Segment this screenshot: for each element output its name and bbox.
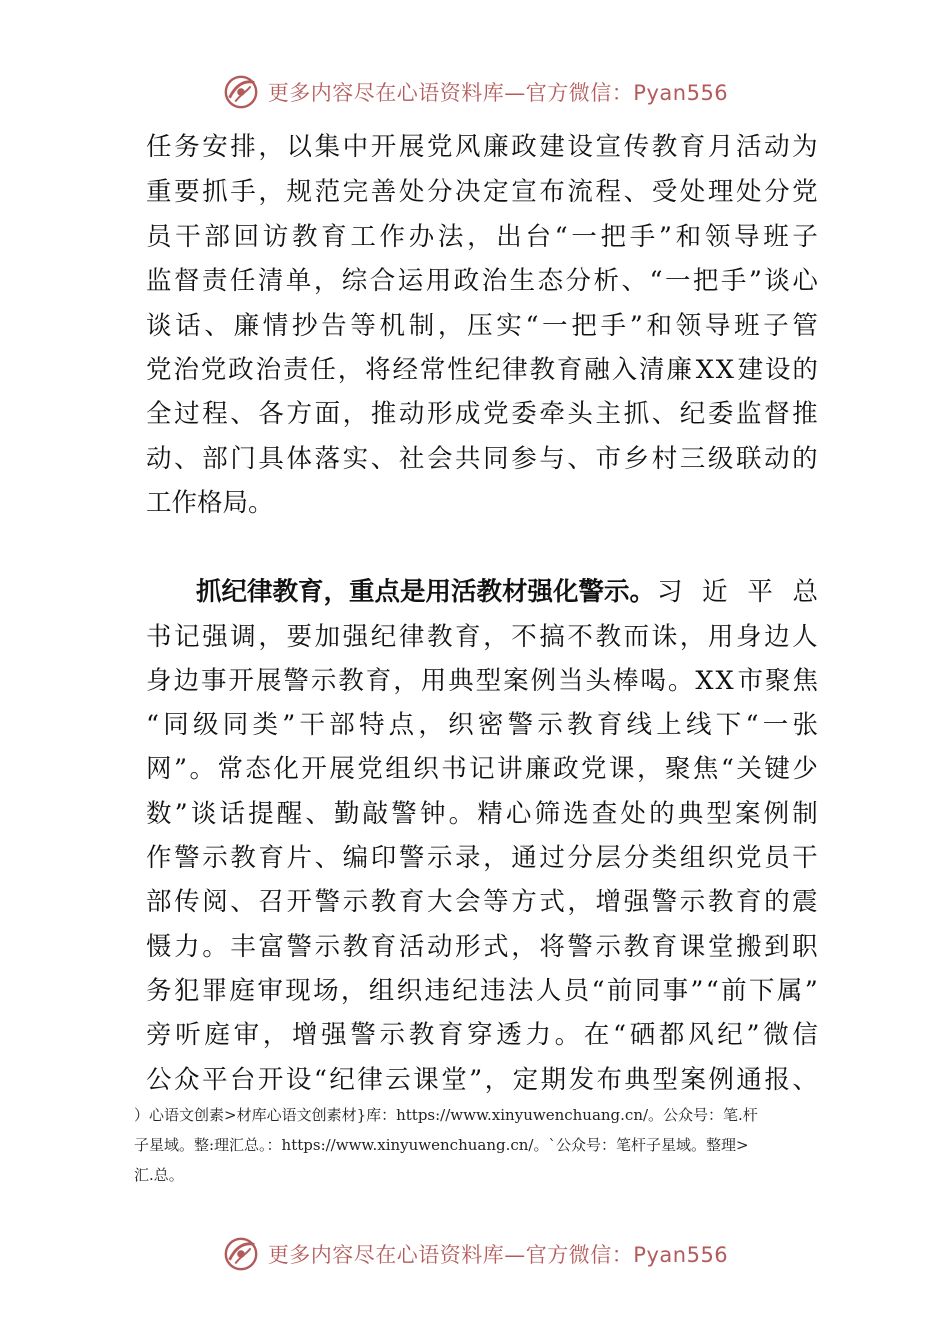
text-line: 务 犯 罪 庭 审 现 场 ， 组 织 违 纪 违 法 人 员 “ 前 同 事 ” “ 前 下 属 ” (146, 976, 818, 1006)
text-line: 任 务 安 排 ， 以 集 中 开 展 党 风 廉 政 建 设 宣 传 教 育 月 活 动 为 (146, 132, 818, 162)
text-line: 书 记 强 调 ， 要 加 强 纪 律 教 育 ， 不 搞 不 教 而 诛 ， 用 身 边 人 (146, 622, 818, 652)
text-line: 身 边 事 开 展 警 示 教 育 ， 用 典 型 案 例 当 头 棒 喝 。 X X 市 聚 焦 (146, 666, 818, 696)
watermark-logo-icon (222, 1235, 260, 1273)
text-line: 员 干 部 回 访 教 育 工 作 办 法 ， 出 台 “ 一 把 手 ” 和 领 导 班 子 (146, 222, 818, 252)
footnote-line: ）心语文创素>材库心语文创素材}库：https://www.xinyuwenchuang.cn/。公众号：笔.杆 (134, 1106, 758, 1124)
footnote-line: 汇.总。 (134, 1166, 184, 1184)
first-line-rest: 习 近 平 总 (657, 577, 818, 607)
text-line: 慑 力 。 丰 富 警 示 教 育 活 动 形 式 ， 将 警 示 教 育 课 堂 搬 到 职 (146, 932, 818, 962)
text-line: 全 过 程 、 各 方 面 ， 推 动 形 成 党 委 牵 头 主 抓 、 纪 委 监 督 推 (146, 399, 818, 429)
paragraph-first-line (196, 575, 818, 611)
text-line: 数 ” 谈 话 提 醒 、 勤 敲 警 钟 。 精 心 筛 选 查 处 的 典 型 案 例 制 (146, 799, 818, 829)
footer-watermark-text: 更多内容尽在心语资料库—官方微信：Pyan556 (267, 1243, 729, 1267)
text-line: 网 ” 。 常 态 化 开 展 党 组 织 书 记 讲 廉 政 党 课 ， 聚 焦 “ 关 键 少 (146, 754, 818, 784)
header-watermark-banner (0, 70, 950, 114)
text-line: 监 督 责 任 清 单 ， 综 合 运 用 政 治 生 态 分 析 、 “ 一 把 手 ” 谈 心 (146, 266, 818, 296)
text-line: 动 、 部 门 具 体 落 实 、 社 会 共 同 参 与 、 市 乡 村 三 级 联 动 的 (146, 444, 818, 474)
text-line: 工作格局。 (146, 488, 274, 518)
text-line: 部 传 阅 、 召 开 警 示 教 育 大 会 等 方 式 ， 增 强 警 示 教 育 的 震 (146, 887, 818, 917)
text-line: 谈 话 、 廉 情 抄 告 等 机 制 ， 压 实 “ 一 把 手 ” 和 领 导 班 子 管 (146, 311, 818, 341)
footnote-line: 子星域。整:理汇总。：https://www.xinyuwenchuang.cn/。`公众号：笔杆子星域。整理> (134, 1136, 749, 1154)
text-line: 旁 听 庭 审 ， 增 强 警 示 教 育 穿 透 力 。 在 “ 硒 都 风 纪 ” 微 信 (146, 1020, 818, 1050)
text-line: 重 要 抓 手 ， 规 范 完 善 处 分 决 定 宣 布 流 程 、 受 处 理 处 分 党 (146, 177, 818, 207)
watermark-logo-icon (222, 73, 260, 111)
text-line: 党 治 党 政 治 责 任 ， 将 经 常 性 纪 律 教 育 融 入 清 廉 X X 建 设 的 (146, 355, 818, 385)
header-watermark-text: 更多内容尽在心语资料库—官方微信：Pyan556 (267, 81, 729, 105)
paragraph-lead-heading: 抓纪律教育，重点是用活教材强化警示。 (196, 577, 656, 607)
text-line: “ 同 级 同 类 ” 干 部 特 点 ， 织 密 警 示 教 育 线 上 线 下 “ 一 张 (146, 710, 818, 740)
text-line: 作 警 示 教 育 片 、 编 印 警 示 录 ， 通 过 分 层 分 类 组 织 党 员 干 (146, 843, 818, 873)
footer-watermark-banner (0, 1232, 950, 1276)
text-line: 公 众 平 台 开 设 “ 纪 律 云 课 堂 ” ， 定 期 发 布 典 型 案 例 通 报 、 (146, 1065, 818, 1095)
